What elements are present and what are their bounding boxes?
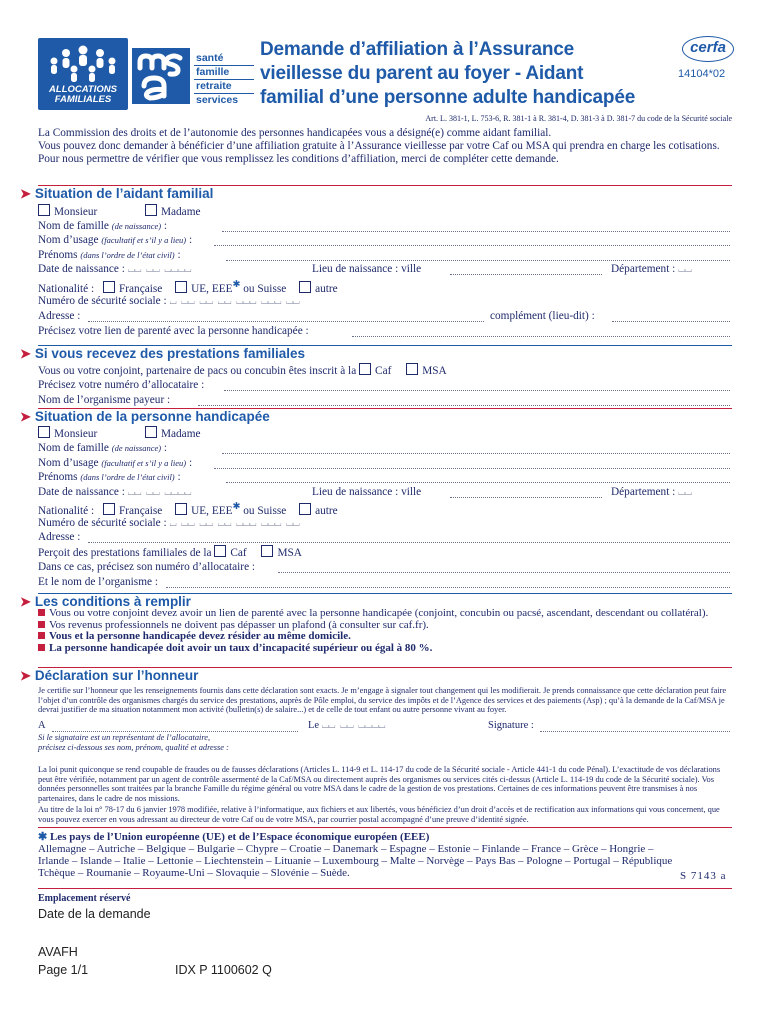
percoit-row: [38, 545, 302, 560]
msa-word: retraite: [194, 80, 254, 94]
msa-checkbox[interactable]: [406, 363, 418, 375]
field-hint: (dans l’ordre de l’état civil): [80, 472, 175, 482]
lien-input[interactable]: [352, 336, 730, 337]
pays-title-text: Les pays de l’Union européenne (UE) et de l’Espace économique européen (EEE): [49, 831, 430, 843]
msa-logo-icon: [132, 48, 190, 104]
field-label: Perçoit des prestations familiales de la: [38, 547, 212, 559]
condition-text: Vous et la personne handicapée devez résider au même domicile.: [49, 630, 351, 643]
field-label: Date de naissance :: [38, 486, 125, 498]
section-declaration-title: [20, 668, 198, 684]
msa-words: [194, 52, 254, 107]
cerfa-logo: cerfa: [682, 36, 734, 62]
caf-logo-text: ALLOCATIONS FAMILIALES: [49, 84, 117, 105]
nom-famille-row: Nom de famille (de naissance) :: [38, 220, 168, 232]
section-divider: [38, 888, 732, 889]
intro-line: Vous pouvez donc demander à bénéficier d’une affiliation gratuite à l’Assurance vieillesse par votre Caf ou MSA qui prendra en charge les cotisations.: [38, 140, 720, 152]
nom-usage-input[interactable]: [214, 245, 730, 246]
secu-cells-input[interactable]: ⌴ ⌴⌴ ⌴⌴ ⌴⌴ ⌴⌴⌴ ⌴⌴⌴ ⌴⌴: [169, 519, 300, 529]
numero-label: Dans ce cas, précisez son numéro d’allocataire :: [38, 561, 256, 573]
lieu-naissance-label: Lieu de naissance : ville: [312, 263, 422, 275]
monsieur-checkbox[interactable]: [38, 426, 50, 438]
bullet-icon: [38, 644, 45, 651]
msa-word: santé: [194, 52, 254, 66]
prenoms-input[interactable]: [226, 260, 730, 261]
arrow-icon: ➤: [20, 668, 31, 683]
field-label: Département :: [611, 263, 676, 275]
a-input[interactable]: [52, 731, 298, 732]
reserve-title: Emplacement réservé: [38, 893, 131, 904]
intro-text: [38, 127, 738, 166]
conditions-list: [38, 608, 732, 654]
condition-text: La personne handicapée doit avoir un taux d’incapacité supérieur ou égal à 80 %.: [49, 641, 433, 654]
section-divider: [38, 827, 732, 828]
field-label: Numéro de sécurité sociale :: [38, 295, 167, 307]
prenoms-row: Prénoms (dans l’ordre de l’état civil) :: [38, 471, 181, 483]
pays-line: Tchèque – Roumanie – Royaume-Uni – Slovaquie – Slovénie – Suède.: [38, 867, 350, 879]
msa-logo: [132, 48, 190, 104]
intro-line: Pour nous permettre de vérifier que vous remplissez les conditions d’affiliation, merci de compléter cette demande.: [38, 153, 559, 165]
condition-text: Vos revenus professionnels ne doivent pas dépasser un plafond (à consulter sur caf.fr).: [49, 618, 429, 631]
allocataire-input[interactable]: [224, 390, 730, 391]
adresse-label: Adresse :: [38, 310, 81, 322]
title-line: familial d’une personne adulte handicapée: [260, 87, 636, 108]
field-label: Département :: [611, 486, 676, 498]
field-label: Nationalité :: [38, 282, 95, 295]
arrow-icon: ➤: [20, 409, 31, 424]
form-title: [260, 38, 680, 110]
bullet-icon: [38, 632, 45, 639]
field-label: Nationalité :: [38, 504, 95, 517]
civility-row: [38, 426, 201, 441]
date-demande-label: Date de la demande: [38, 907, 151, 921]
adresse-input[interactable]: [88, 542, 730, 543]
field-label: Nom d’usage: [38, 234, 99, 246]
ue-checkbox[interactable]: [175, 281, 187, 293]
caf-checkbox[interactable]: [214, 545, 226, 557]
departement-row: [611, 262, 692, 277]
note-line: Si le signataire est un représentant de l’allocataire,: [38, 733, 211, 742]
naissance-row: [38, 262, 191, 277]
field-label: Nom d’usage: [38, 457, 99, 469]
date-signature-row: [308, 719, 385, 733]
section-title-text: Situation de l’aidant familial: [34, 186, 214, 201]
departement-cells-input[interactable]: ⌴⌴: [678, 488, 692, 498]
autre-checkbox[interactable]: [299, 503, 311, 515]
checkbox-label: UE, EEE: [191, 504, 233, 517]
field-hint: (de naissance): [111, 221, 162, 231]
section-title-text: Si vous recevez des prestations familiales: [34, 346, 306, 361]
declaration-text: Je certifie sur l’honneur que les renseignements fournis dans cette déclaration sont exacts. Je m’engage à signaler tout changement qui les modifierait. Je prends connaissance que cette déclaration peut faire l’objet d’un contrôle des organismes chargés du service des prestations, auprès de Pôle emploi, du service des impôts et de l’Agence des services et des paiements (Asp) ; qu’à la demande de la Caf/MSA je devrai justifier de ma situation notamment mon activité (bulletin(s) de salaire...) et de celle de tout enfant ou autre personne vivant au foyer.: [38, 686, 727, 715]
naissance-row: [38, 485, 191, 500]
adresse-label: Adresse :: [38, 531, 81, 543]
nom-famille-row: Nom de famille (de naissance) :: [38, 442, 168, 454]
madame-checkbox[interactable]: [145, 426, 157, 438]
footer-page: Page 1/1: [38, 963, 89, 977]
field-label: Le: [308, 720, 320, 731]
lieu-signature-a: A: [38, 720, 46, 731]
nationalite-row: Nationalité : Française UE, EEE✱ ou Suisse autre: [38, 502, 338, 517]
organisme-label: Et le nom de l’organisme :: [38, 576, 158, 588]
monsieur-label: Monsieur: [54, 428, 98, 440]
caf-people-icon: [46, 44, 120, 84]
section-aidant-title: [20, 186, 213, 202]
cerfa-number: 14104*02: [678, 68, 726, 80]
lieu-naissance-input[interactable]: [450, 274, 602, 275]
field-label: Prénoms: [38, 249, 78, 261]
checkbox-label: MSA: [422, 365, 447, 377]
lieu-naissance-input[interactable]: [450, 497, 602, 498]
msa-checkbox[interactable]: [261, 545, 273, 557]
departement-row: [611, 485, 692, 500]
francaise-checkbox[interactable]: [103, 503, 115, 515]
date-cells-input[interactable]: ⌴⌴ ⌴⌴ ⌴⌴⌴⌴: [127, 488, 192, 498]
signature-label: Signature :: [488, 720, 534, 731]
nom-usage-input[interactable]: [214, 468, 730, 469]
checkbox-label: ou Suisse: [243, 504, 287, 517]
bullet-icon: [38, 609, 45, 616]
field-hint: (de naissance): [111, 443, 162, 453]
title-line: Demande d’affiliation à l’Assurance: [260, 39, 574, 60]
condition-text: Vous ou votre conjoint devez avoir un lien de parenté avec la personne handicapée (conjoint, concubin ou pacsé, ascendant, descendant ou collatéral).: [49, 607, 709, 619]
complement-input[interactable]: [612, 321, 730, 322]
nom-famille-input[interactable]: [222, 453, 730, 454]
arrow-icon: ➤: [20, 346, 31, 361]
organisme-input[interactable]: [198, 405, 730, 406]
field-label: Numéro de sécurité sociale :: [38, 517, 167, 529]
checkbox-label: Française: [118, 504, 163, 517]
field-label: Date de naissance :: [38, 263, 125, 275]
monsieur-label: Monsieur: [54, 206, 98, 218]
secu-cells-input[interactable]: ⌴ ⌴⌴ ⌴⌴ ⌴⌴ ⌴⌴⌴ ⌴⌴⌴ ⌴⌴: [169, 297, 300, 307]
section-prestations-title: [20, 346, 305, 362]
checkbox-label: UE, EEE: [191, 282, 233, 295]
field-hint: (dans l’ordre de l’état civil): [80, 250, 175, 260]
checkbox-label: Caf: [230, 547, 247, 559]
nom-usage-row: Nom d’usage (facultatif et s’il y a lieu) :: [38, 457, 193, 469]
ue-checkbox[interactable]: [175, 503, 187, 515]
departement-cells-input[interactable]: ⌴⌴: [678, 265, 692, 275]
form-code: S 7143 a: [680, 870, 727, 882]
msa-word: famille: [194, 66, 254, 80]
field-label: Vous ou votre conjoint, partenaire de pacs ou concubin êtes inscrit à la: [38, 365, 357, 377]
organisme-input[interactable]: [166, 587, 730, 588]
madame-label: Madame: [160, 428, 201, 440]
section-title-text: Déclaration sur l’honneur: [34, 668, 199, 683]
checkbox-label: autre: [315, 282, 338, 295]
checkbox-label: ou Suisse: [243, 282, 287, 295]
pays-title: [38, 831, 732, 843]
field-label: Nom de famille: [38, 442, 109, 454]
legal-articles: Art. L. 381-1, L. 753-6, R. 381-1 à R. 381-4, D. 381-3 à D. 381-7 du code de la Sécurité sociale: [425, 114, 732, 123]
caf-checkbox[interactable]: [359, 363, 371, 375]
madame-checkbox[interactable]: [145, 204, 157, 216]
nom-usage-row: Nom d’usage (facultatif et s’il y a lieu) :: [38, 234, 193, 246]
lien-label: Précisez votre lien de parenté avec la personne handicapée :: [38, 325, 309, 337]
field-hint: (facultatif et s’il y a lieu): [101, 235, 187, 245]
autre-checkbox[interactable]: [299, 281, 311, 293]
secu-row: [38, 294, 299, 309]
representant-note: [38, 733, 734, 752]
section-handicapee-title: [20, 409, 270, 425]
caf-logo: [38, 38, 128, 110]
madame-label: Madame: [160, 206, 201, 218]
signature-input[interactable]: [540, 731, 730, 732]
date-cells-input[interactable]: ⌴⌴ ⌴⌴ ⌴⌴⌴⌴: [127, 265, 192, 275]
secu-row: [38, 516, 299, 531]
francaise-checkbox[interactable]: [103, 281, 115, 293]
intro-line: La Commission des droits et de l’autonomie des personnes handicapées vous a désigné(e) comme aidant familial.: [38, 127, 552, 139]
prenoms-row: Prénoms (dans l’ordre de l’état civil) :: [38, 249, 181, 261]
checkbox-label: autre: [315, 504, 338, 517]
footer-idx: IDX P 1100602 Q: [175, 963, 272, 977]
legal-text-2: Au titre de la loi n° 78-17 du 6 janvier 1978 modifiée, relative à l’informatique, aux fichiers et aux libertés, vous bénéficiez d’un droit d’accès et de rectification aux informations qui vous concernent, que vous pouvez exercer en vous adressant au directeur de votre Caf ou de votre MSA, par courrier postal accompagné d’une preuve d’identité signée.: [38, 805, 720, 824]
date-signature-cells-input[interactable]: ⌴⌴ ⌴⌴ ⌴⌴⌴⌴: [321, 721, 386, 731]
nom-famille-input[interactable]: [222, 231, 730, 232]
footer-code: AVAFH: [38, 945, 78, 959]
pays-line: Irlande – Islande – Italie – Lettonie – Liechtenstein – Lituanie – Luxembourg – Malte – Norvège – Pays Bas – Pologne – Portugal – République: [38, 855, 673, 867]
checkbox-label: Caf: [375, 365, 392, 377]
field-label: Prénoms: [38, 471, 78, 483]
title-line: vieillesse du parent au foyer - Aidant: [260, 63, 584, 84]
section-title-text: Situation de la personne handicapée: [34, 409, 270, 424]
field-hint: (facultatif et s’il y a lieu): [101, 458, 187, 468]
note-line: précisez ci-dessous ses nom, prénom, qualité et adresse :: [38, 742, 229, 752]
arrow-icon: ➤: [20, 594, 31, 609]
checkbox-label: Française: [118, 282, 163, 295]
pays-list: [38, 831, 732, 879]
prenoms-input[interactable]: [226, 482, 730, 483]
nationalite-row: Nationalité : Française UE, EEE✱ ou Suisse autre: [38, 280, 338, 295]
arrow-icon: ➤: [20, 186, 31, 201]
condition-item: [38, 643, 732, 655]
civility-row: [38, 204, 201, 219]
allocataire-label: Précisez votre numéro d’allocataire :: [38, 379, 205, 391]
inscrit-row: [38, 363, 447, 378]
legal-text-1: La loi punit quiconque se rend coupable de fraudes ou de fausses déclarations (Articles L. 114-9 et L. 114-17 du code de la Sécurité sociale - Article 441-1 du code Pénal). L’exactitude de vos déclarations peut être vérifiée, notamment par un agent de contrôle assermenté de la Caf/MSA ou directement auprès des organismes ou services cités ci-dessus (Article L. 114-19 du code de la Sécurité sociale). Vos données personnelles sont traitées par la branche Famille du régime général ou votre MSA dans le cadre de la gestion de vos prestations. Certaines de ces informations peuvent être transmises à nos partenaires, dans le cadre de nos missions.: [38, 765, 721, 803]
field-label: Nom de famille: [38, 220, 109, 232]
numero-input[interactable]: [278, 572, 730, 573]
lieu-naissance-label: Lieu de naissance : ville: [312, 486, 422, 498]
section-title-text: Les conditions à remplir: [34, 594, 191, 609]
monsieur-checkbox[interactable]: [38, 204, 50, 216]
organisme-label: Nom de l’organisme payeur :: [38, 394, 171, 406]
adresse-input[interactable]: [88, 321, 484, 322]
bullet-icon: [38, 621, 45, 628]
complement-label: complément (lieu-dit) :: [490, 310, 595, 322]
pays-line: Allemagne – Autriche – Belgique – Bulgarie – Chypre – Croatie – Danemark – Espagne – Estonie – Finlande – France – Grèce – Hongrie –: [38, 843, 654, 855]
msa-word: services: [196, 94, 239, 106]
asterisk-icon: ✱: [38, 831, 50, 843]
checkbox-label: MSA: [277, 547, 302, 559]
